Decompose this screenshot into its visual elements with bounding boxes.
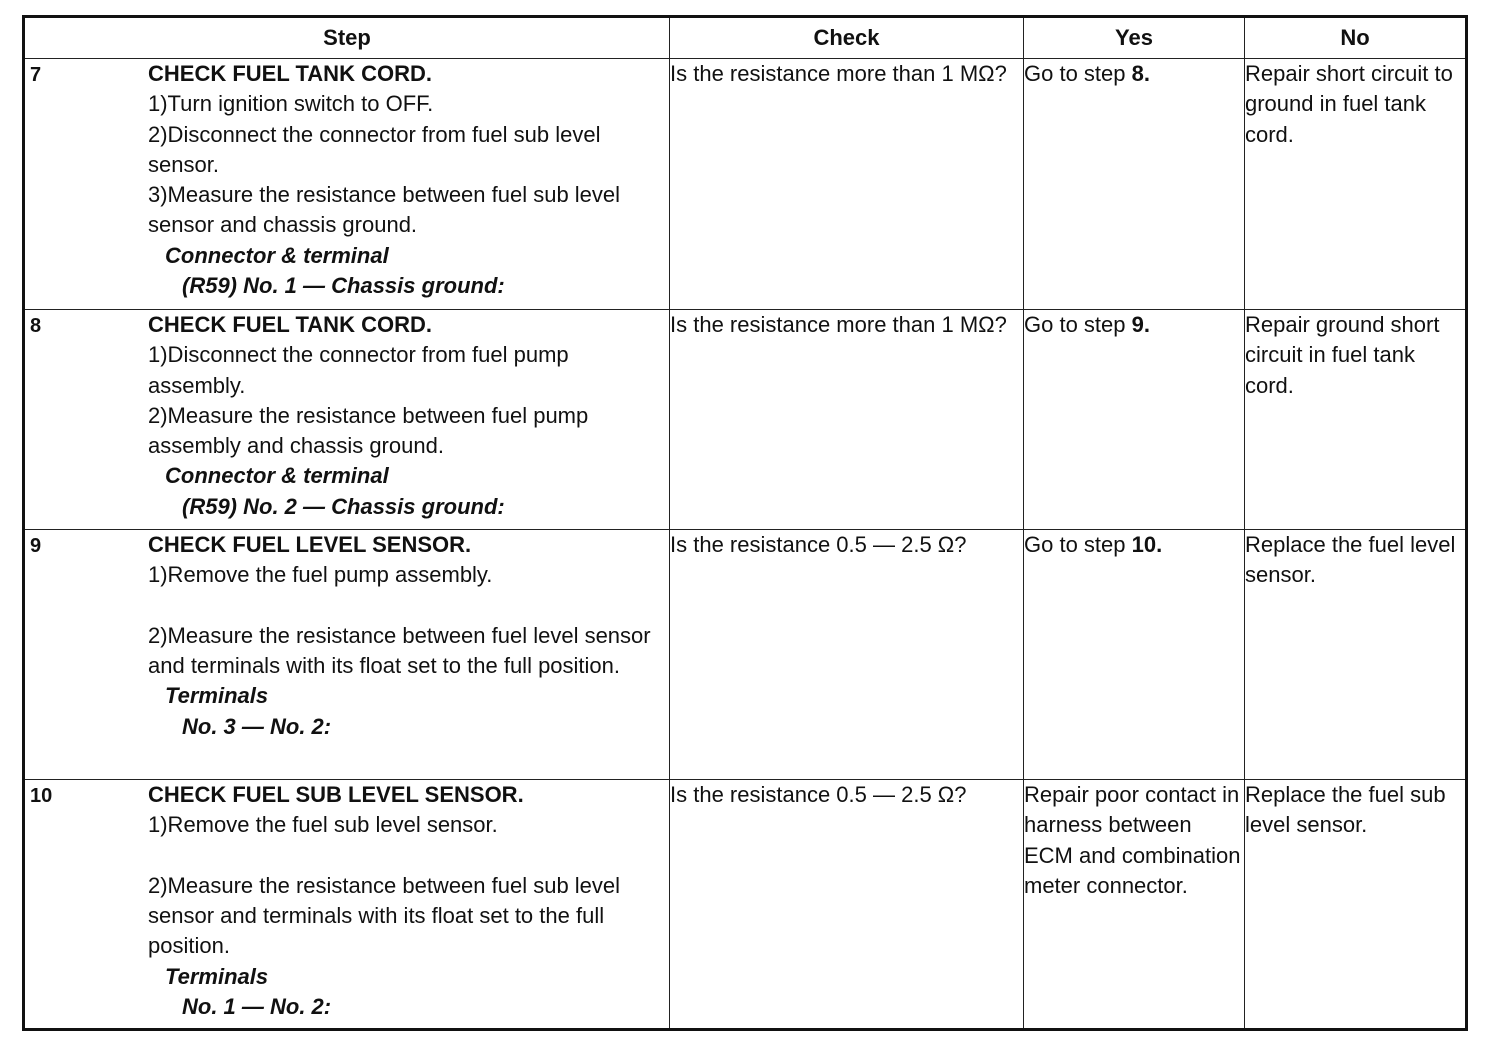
step-instruction: 1)Remove the fuel sub level sensor. <box>148 812 498 838</box>
yes-text: Go to step <box>1024 312 1132 337</box>
yes-cell <box>1024 59 1245 310</box>
no-cell: Replace the fuel sub level sensor. <box>1245 780 1467 1030</box>
step-title: CHECK FUEL SUB LEVEL SENSOR. <box>148 782 524 807</box>
terminals-label: Terminals <box>165 683 269 709</box>
check-cell: Is the resistance more than 1 MΩ? <box>670 310 1024 530</box>
terminals-label: Terminals <box>165 963 269 989</box>
yes-cell <box>1024 530 1245 780</box>
step-instruction: 3)Measure the resistance between fuel sub level sensor and chassis ground. <box>148 182 621 238</box>
yes-cell: Repair poor contact in harness between ECM and combination meter connector. <box>1024 780 1245 1030</box>
step-number: 8 <box>30 315 42 337</box>
header-check: Check <box>670 17 1024 59</box>
connector-label: Connector & terminal <box>165 242 389 268</box>
step-instruction: 1)Turn ignition switch to OFF. <box>148 91 434 117</box>
step-cell <box>24 310 670 530</box>
step-instruction: 2)Disconnect the connector from fuel sub level sensor. <box>148 121 601 177</box>
connector-value: (R59) No. 1 — Chassis ground: <box>182 273 505 299</box>
check-cell: Is the resistance 0.5 — 2.5 Ω? <box>670 780 1024 1030</box>
step-instruction: 2)Measure the resistance between fuel pump assembly and chassis ground. <box>148 402 589 459</box>
step-number: 10 <box>30 785 53 807</box>
step-number: 9 <box>30 535 42 557</box>
blank-line <box>148 591 665 621</box>
table-row-step-10 <box>24 780 1467 1030</box>
blank-line <box>148 841 665 871</box>
step-number: 7 <box>30 64 42 86</box>
step-instruction: 1)Remove the fuel pump assembly. <box>148 562 493 588</box>
connector-label: Connector & terminal <box>165 463 389 489</box>
yes-text: Go to step <box>1024 61 1132 86</box>
step-title: CHECK FUEL LEVEL SENSOR. <box>148 532 472 557</box>
yes-step-link: 9. <box>1131 312 1150 337</box>
no-cell: Repair short circuit to ground in fuel tank cord. <box>1245 59 1467 310</box>
step-title: CHECK FUEL TANK CORD. <box>148 61 432 86</box>
step-cell <box>24 780 670 1030</box>
yes-step-link: 10. <box>1131 532 1163 557</box>
check-cell: Is the resistance 0.5 — 2.5 Ω? <box>670 530 1024 780</box>
step-title: CHECK FUEL TANK CORD. <box>148 312 432 337</box>
yes-step-link: 8. <box>1131 61 1150 86</box>
step-cell <box>24 530 670 780</box>
yes-text: Go to step <box>1024 532 1132 557</box>
terminals-value: No. 3 — No. 2: <box>182 713 332 739</box>
step-instruction: 2)Measure the resistance between fuel level sensor and terminals with its float set to the full position. <box>148 622 651 679</box>
no-cell: Repair ground short circuit in fuel tank cord. <box>1245 310 1467 530</box>
connector-value: (R59) No. 2 — Chassis ground: <box>182 493 505 519</box>
table-row-step-9 <box>24 530 1467 780</box>
table-row-step-8 <box>24 310 1467 530</box>
no-cell: Replace the fuel level sensor. <box>1245 530 1467 780</box>
check-cell: Is the resistance more than 1 MΩ? <box>670 59 1024 310</box>
header-no: No <box>1245 17 1467 59</box>
step-instruction: 2)Measure the resistance between fuel sub level sensor and terminals with its float set to the full position. <box>148 872 621 959</box>
terminals-value: No. 1 — No. 2: <box>182 994 332 1020</box>
diagnostic-table <box>22 15 1468 1031</box>
table-row-step-7 <box>24 59 1467 310</box>
header-yes: Yes <box>1024 17 1245 59</box>
yes-cell <box>1024 310 1245 530</box>
step-instruction: 1)Disconnect the connector from fuel pump assembly. <box>148 342 569 398</box>
step-cell <box>24 59 670 310</box>
header-step: Step <box>24 17 670 59</box>
header-row <box>24 17 1467 59</box>
